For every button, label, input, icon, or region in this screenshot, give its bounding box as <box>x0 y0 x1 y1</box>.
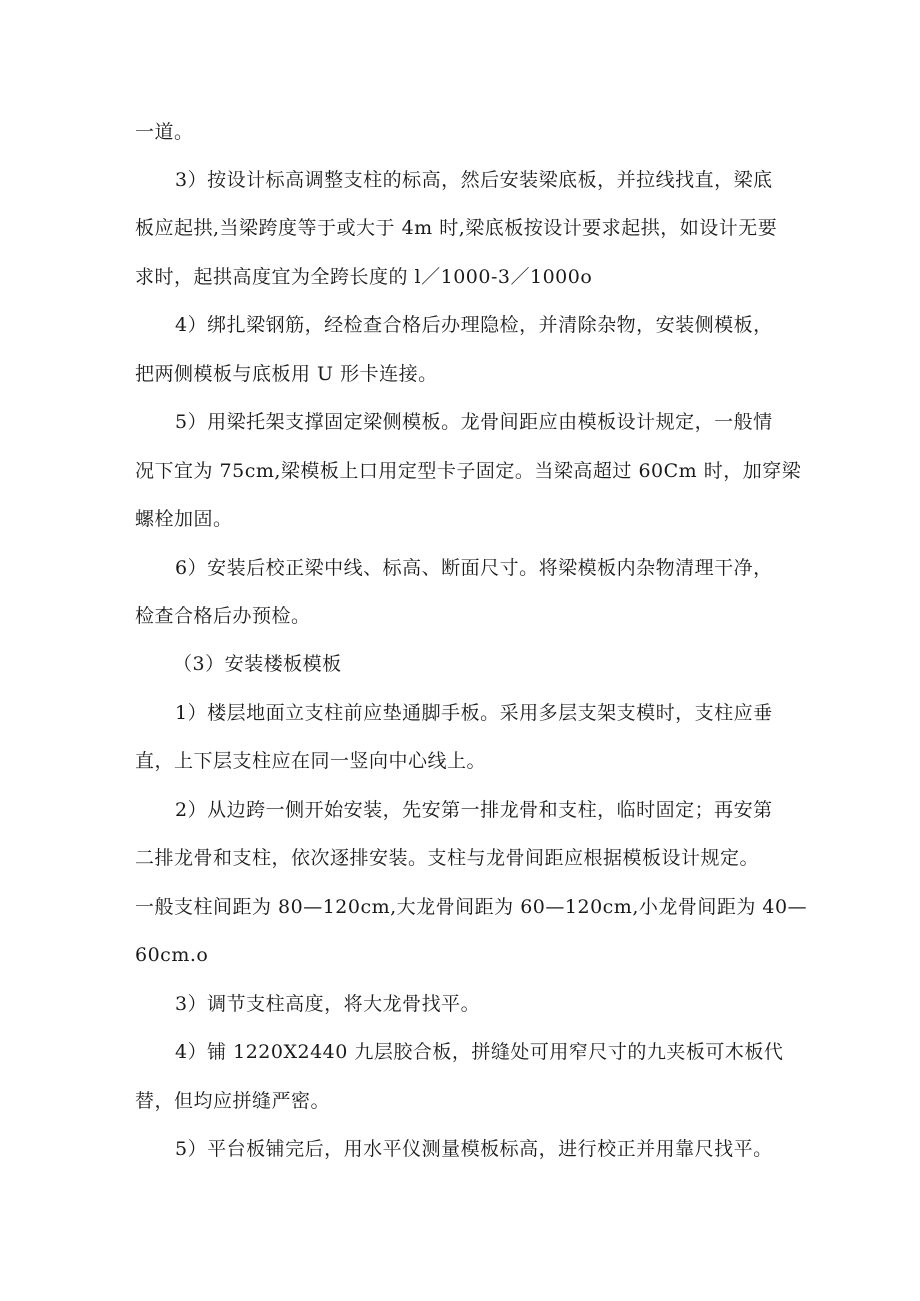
section-heading: （3）安装楼板模板 <box>173 653 342 675</box>
text-line-14: 直，上下层支柱应在同一竖向中心线上。 <box>135 750 487 772</box>
text-line-18: 60cm.o <box>135 944 209 966</box>
text-line-16: 二排龙骨和支柱，依次逐排安装。支柱与龙骨间距应根据模板设计规定。 <box>135 847 760 869</box>
text-line-5: 4）绑扎梁钢筋，经检查合格后办理隐检，并清除杂物，安装侧模板， <box>175 314 773 336</box>
text-line-8: 况下宜为 75cm,梁模板上口用定型卡子固定。当梁高超过 60Cm 时，加穿梁 <box>135 460 802 482</box>
text-line-6: 把两侧模板与底板用 U 形卡连接。 <box>135 363 438 385</box>
text-line-22: 5）平台板铺完后，用水平仪测量模板标高，进行校正并用靠尺找平。 <box>175 1138 773 1160</box>
text-line-2: 3）按设计标高调整支柱的标高，然后安装梁底板，并拉线找直，梁底 <box>175 169 773 191</box>
text-line-7: 5）用梁托架支撑固定梁侧模板。龙骨间距应由模板设计规定，一般情 <box>175 411 773 433</box>
text-line-4: 求时，起拱高度宜为全跨长度的 l／1000-3／1000o <box>135 266 593 288</box>
text-line-20: 4）铺 1220X2440 九层胶合板，拼缝处可用窄尺寸的九夹板可木板代 <box>175 1041 784 1063</box>
text-line-10: 6）安装后校正梁中线、标高、断面尺寸。将梁模板内杂物清理干净， <box>175 557 773 579</box>
text-line-3: 板应起拱,当梁跨度等于或大于 4m 时,梁底板按设计要求起拱，如设计无要 <box>135 217 778 239</box>
text-line-19: 3）调节支柱高度，将大龙骨找平。 <box>175 993 481 1015</box>
text-line-21: 替，但均应拼缝严密。 <box>135 1090 331 1112</box>
text-line-17: 一般支柱间距为 80—120cm,大龙骨间距为 60—120cm,小龙骨间距为 40— <box>135 896 808 918</box>
text-line-15: 2）从边跨一侧开始安装，先安第一排龙骨和支柱，临时固定；再安第 <box>175 799 773 821</box>
text-line-9: 螺栓加固。 <box>135 508 233 530</box>
text-line-1: 一道。 <box>135 121 194 143</box>
text-line-13: 1）楼层地面立支柱前应垫通脚手板。采用多层支架支模时，支柱应垂 <box>175 702 773 724</box>
text-line-11: 检查合格后办预检。 <box>135 605 311 627</box>
